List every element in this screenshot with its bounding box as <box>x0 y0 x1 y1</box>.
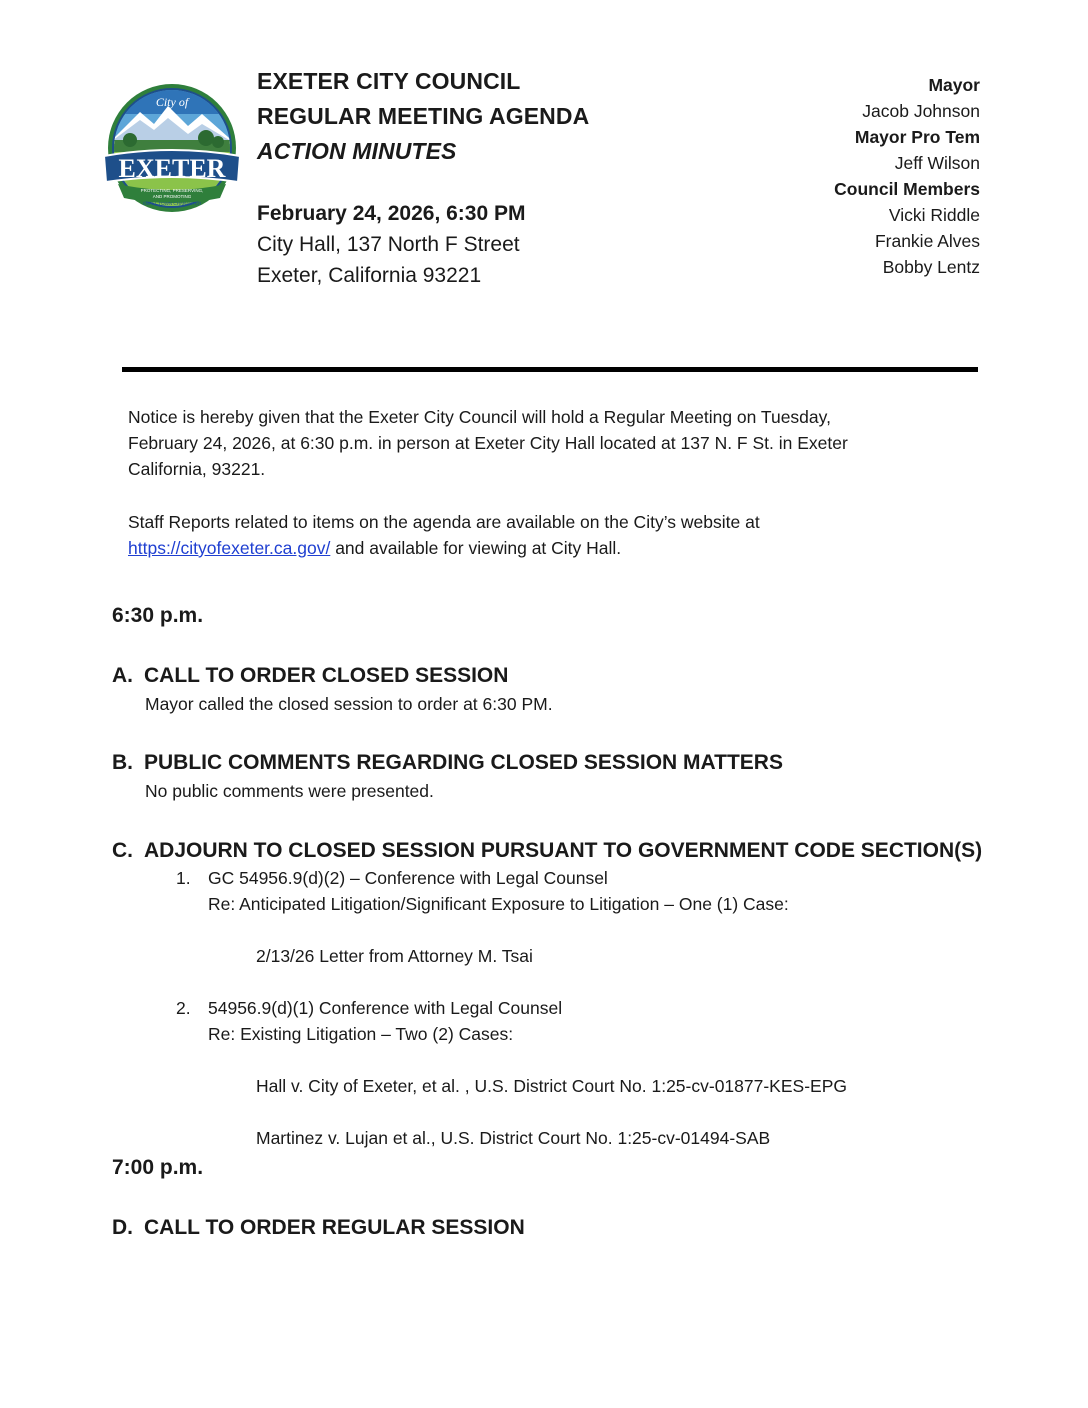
logo-tagline-3: SMALL TOWN CHARACTER <box>142 201 202 206</box>
header-divider <box>122 367 978 372</box>
notice-line-3: California, 93221. <box>128 459 266 479</box>
time-heading-1: 6:30 p.m. <box>112 604 204 627</box>
meeting-date-time: February 24, 2026, 6:30 PM <box>257 202 526 225</box>
roster-mayor-name: Jacob Johnson <box>862 101 980 121</box>
item-2-line-1: 54956.9(d)(1) Conference with Legal Counsel <box>208 998 563 1018</box>
section-b-heading <box>112 751 783 775</box>
section-c-letter: C. <box>112 839 133 862</box>
notice-paragraph <box>128 404 978 482</box>
roster-member-2: Frankie Alves <box>874 231 980 251</box>
section-c-title: ADJOURN TO CLOSED SESSION PURSUANT TO GOVERNMENT CODE SECTION(S) <box>144 839 983 862</box>
city-website-link[interactable]: https://cityofexeter.ca.gov/ <box>128 538 331 558</box>
item-2-detail-1: Hall v. City of Exeter, et al. , U.S. District Court No. 1:25-cv-01877-KES-EPG <box>256 1076 847 1096</box>
logo-top-text: City of <box>155 95 189 109</box>
item-1-line-1: GC 54956.9(d)(2) – Conference with Legal Counsel <box>208 868 608 888</box>
logo-tagline-2: AND PROMOTING <box>152 194 192 199</box>
roster-mayor-title: Mayor <box>928 75 980 95</box>
time-heading-2: 7:00 p.m. <box>112 1156 204 1179</box>
item-2-line-2: Re: Existing Litigation – Two (2) Cases: <box>208 1024 514 1044</box>
item-2-number: 2. <box>176 998 191 1018</box>
title-line-3: ACTION MINUTES <box>257 138 457 164</box>
notice-line-1: Notice is hereby given that the Exeter City Council will hold a Regular Meeting on Tuesday, <box>128 407 831 427</box>
section-a-letter: A. <box>112 664 133 687</box>
section-a-body: Mayor called the closed session to order at 6:30 PM. <box>145 694 553 714</box>
city-of-exeter-logo <box>102 84 242 218</box>
item-1-line-2: Re: Anticipated Litigation/Significant Exposure to Litigation – One (1) Case: <box>208 894 789 914</box>
address-line-2: Exeter, California 93221 <box>257 264 482 287</box>
title-line-1: EXETER CITY COUNCIL <box>257 68 521 94</box>
section-b-title: PUBLIC COMMENTS REGARDING CLOSED SESSION MATTERS <box>144 751 783 774</box>
address-line-1: City Hall, 137 North F Street <box>257 233 520 256</box>
roster-member-3: Bobby Lentz <box>882 257 980 277</box>
section-a-title: CALL TO ORDER CLOSED SESSION <box>144 664 509 687</box>
section-d-heading <box>112 1216 525 1240</box>
section-b-letter: B. <box>112 751 133 774</box>
roster-member-1: Vicki Riddle <box>888 205 980 225</box>
roster-pro-tem-title: Mayor Pro Tem <box>854 127 980 147</box>
title-line-2: REGULAR MEETING AGENDA <box>257 103 590 129</box>
section-d-letter: D. <box>112 1216 133 1239</box>
section-d-title: CALL TO ORDER REGULAR SESSION <box>144 1216 525 1239</box>
section-c-heading <box>112 839 982 863</box>
logo-tagline-1: PROTECTING, PRESERVING, <box>140 188 204 193</box>
section-a-heading <box>112 664 508 688</box>
roster-members-title: Council Members <box>834 179 980 199</box>
staff-reports-paragraph <box>128 509 978 561</box>
notice-line-2: February 24, 2026, at 6:30 p.m. in person at Exeter City Hall located at 137 N. F St. in Exeter <box>128 433 848 453</box>
item-1-number: 1. <box>176 868 191 888</box>
item-2-detail-2: Martinez v. Lujan et al., U.S. District Court No. 1:25-cv-01494-SAB <box>256 1128 771 1148</box>
logo-name: EXETER <box>118 154 226 183</box>
roster-pro-tem-name: Jeff Wilson <box>894 153 980 173</box>
section-b-body: No public comments were presented. <box>145 781 434 801</box>
staff-reports-line-2-rest: and available for viewing at City Hall. <box>330 538 622 558</box>
item-1-detail-1: 2/13/26 Letter from Attorney M. Tsai <box>256 946 533 966</box>
staff-reports-line-1: Staff Reports related to items on the agenda are available on the City’s website at <box>128 512 760 532</box>
staff-reports-line-2 <box>128 535 978 561</box>
